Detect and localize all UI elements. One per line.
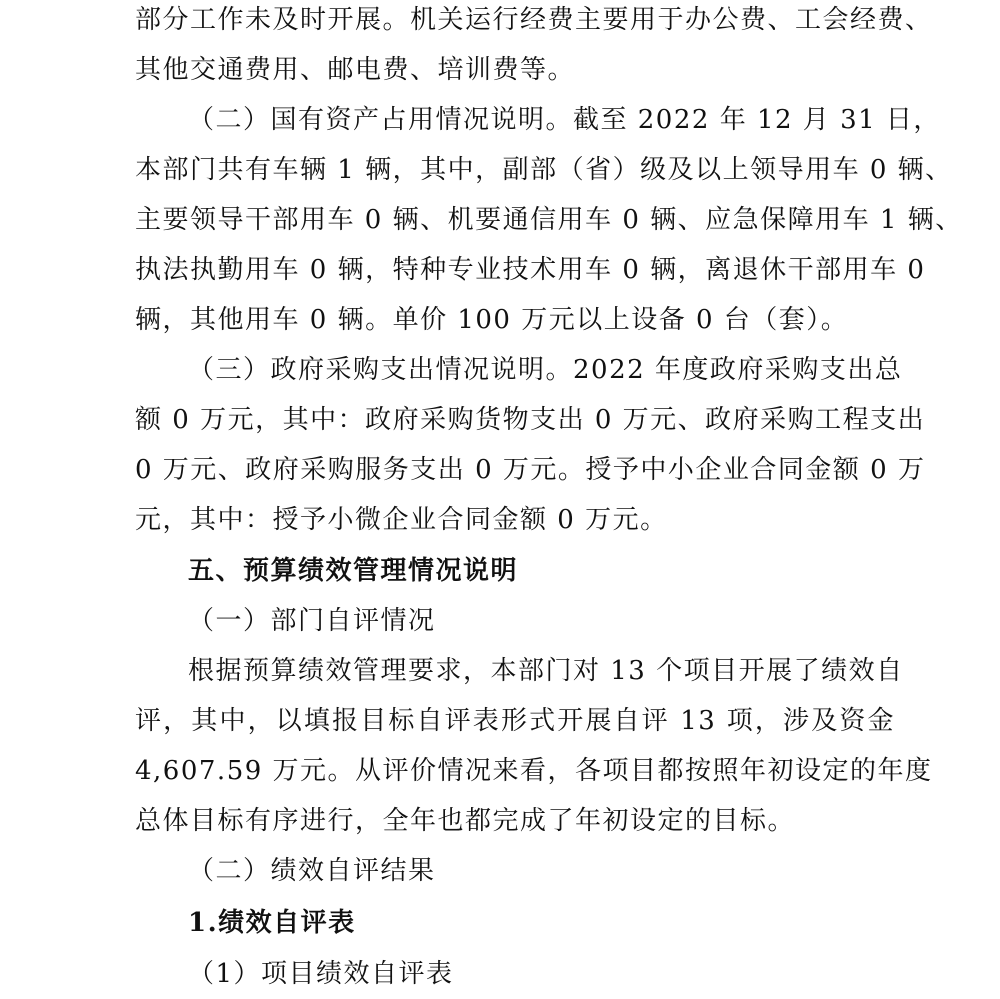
chapter-heading-performance: 五、预算绩效管理情况说明 [188,556,519,586]
subheading-self-evaluation: （一）部门自评情况 [188,606,436,636]
paragraph-line: 执法执勤用车 0 辆，特种专业技术用车 0 辆，离退休干部用车 0 [135,255,926,285]
subheading-evaluation-results: （二）绩效自评结果 [188,856,436,886]
paragraph-line: 总体目标有序进行，全年也都完成了年初设定的目标。 [135,806,796,836]
paragraph-line: 额 0 万元，其中：政府采购货物支出 0 万元、政府采购工程支出 [135,405,926,435]
subheading-project-table: （1）项目绩效自评表 [188,959,454,989]
paragraph-line: 根据预算绩效管理要求，本部门对 13 个项目开展了绩效自 [188,656,904,686]
paragraph-line: 元，其中：授予小微企业合同金额 0 万元。 [135,505,668,535]
subheading-evaluation-table: 1.绩效自评表 [188,908,356,938]
paragraph-line: 部分工作未及时开展。机关运行经费主要用于办公费、工会经费、 [135,5,933,35]
section-heading-state-assets: （二）国有资产占用情况说明。截至 2022 年 12 月 31 日， [188,105,941,135]
paragraph-line: 评，其中，以填报目标自评表形式开展自评 13 项，涉及资金 [135,706,895,736]
paragraph-line: 4,607.59 万元。从评价情况来看，各项目都按照年初设定的年度 [135,756,933,786]
paragraph-line: 主要领导干部用车 0 辆、机要通信用车 0 辆、应急保障用车 1 辆、 [135,205,963,235]
paragraph-line: 辆，其他用车 0 辆。单价 100 万元以上设备 0 台（套）。 [135,305,849,335]
paragraph-line: 0 万元、政府采购服务支出 0 万元。授予中小企业合同金额 0 万 [135,455,926,485]
paragraph-line: 本部门共有车辆 1 辆，其中，副部（省）级及以上领导用车 0 辆、 [135,155,953,185]
paragraph-line: 其他交通费用、邮电费、培训费等。 [135,55,576,85]
section-heading-procurement: （三）政府采购支出情况说明。2022 年度政府采购支出总 [188,355,903,385]
